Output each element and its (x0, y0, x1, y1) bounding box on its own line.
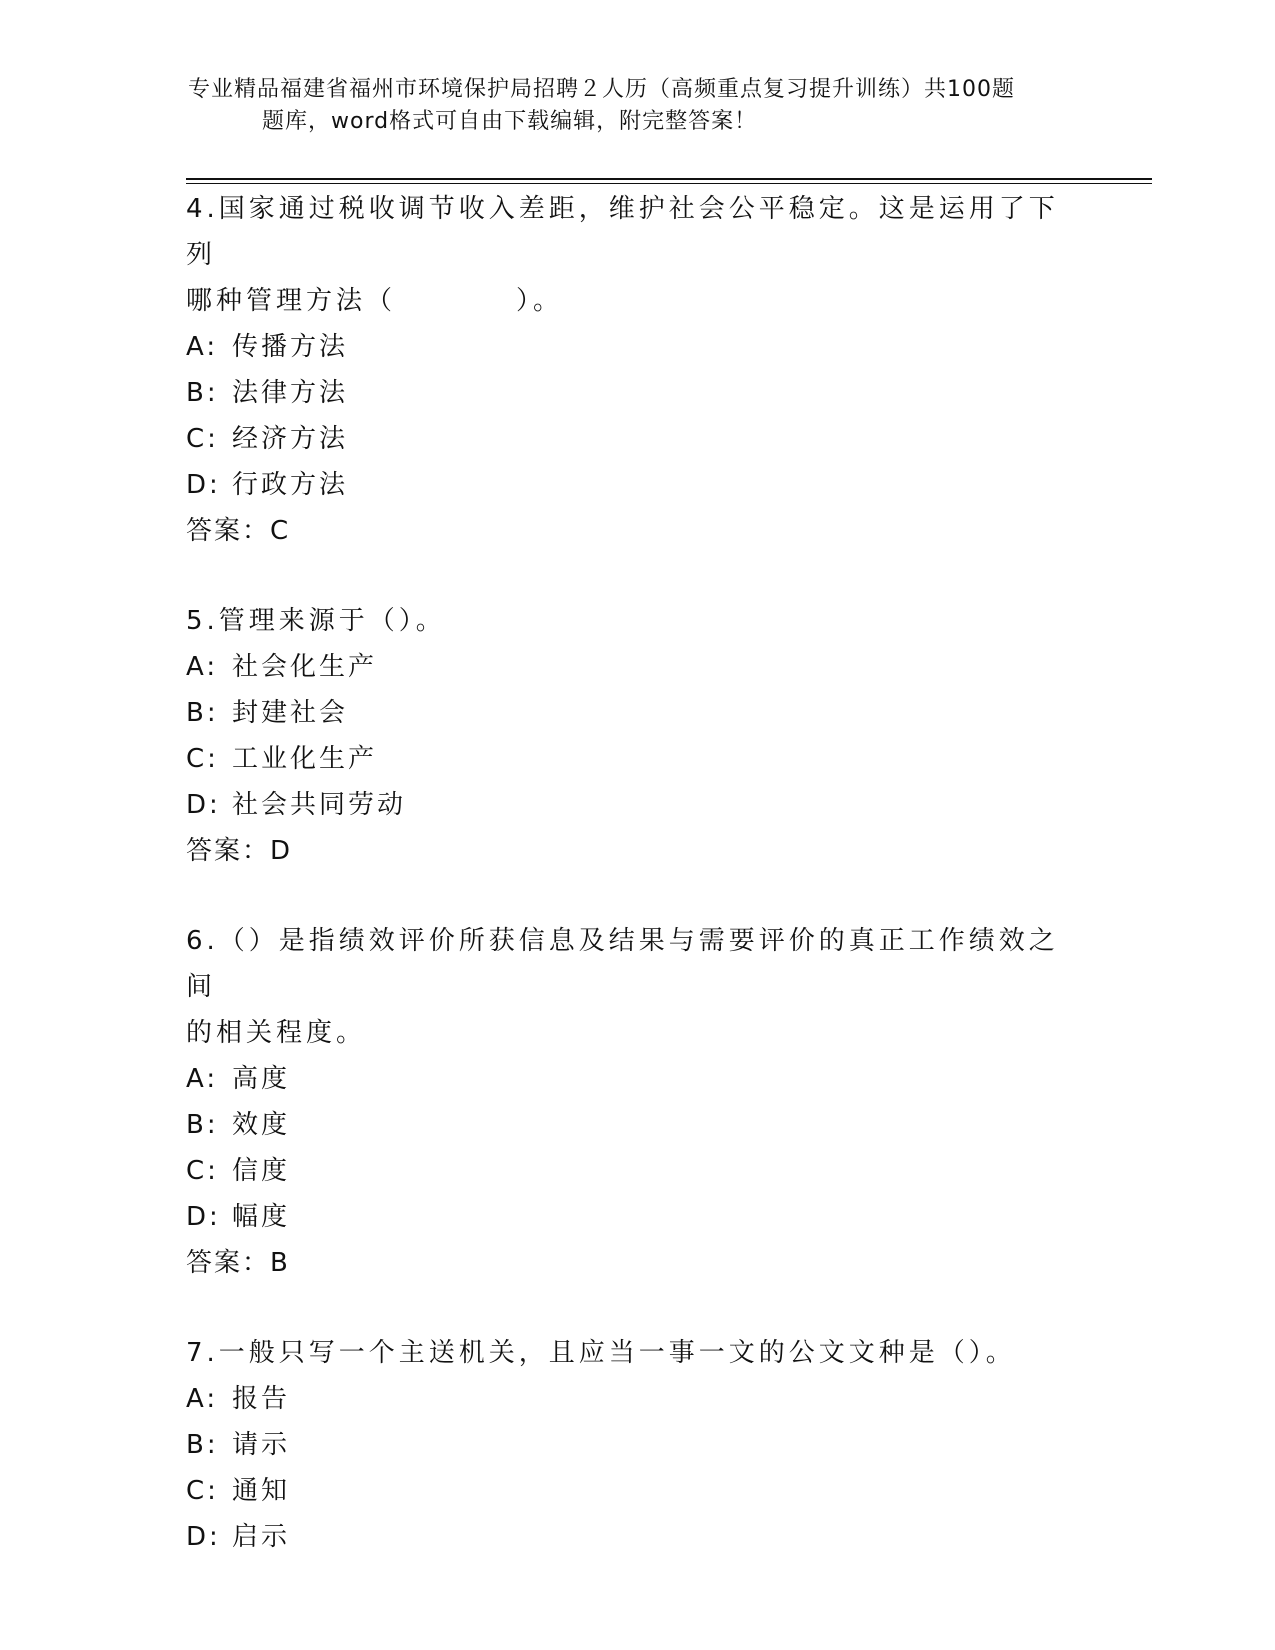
question-6 (186, 918, 1086, 1286)
option-a (186, 644, 1086, 690)
option-c (186, 416, 1086, 462)
option-key: D: (186, 790, 221, 820)
option-d (186, 1514, 1086, 1560)
option-text: 法律方法 (232, 378, 349, 408)
question-stem: 5.管理来源于（）。 (186, 606, 446, 636)
option-d (186, 462, 1086, 508)
option-key: D: (186, 1202, 221, 1232)
option-text: 经济方法 (232, 424, 349, 454)
option-b (186, 1102, 1086, 1148)
option-text: 高度 (232, 1064, 291, 1094)
answer-line: 答案：B (186, 1248, 290, 1278)
option-key: A: (186, 1384, 219, 1414)
question-stem-continued: 哪种管理方法（ ）。 (186, 286, 564, 316)
question-stem-continued: 的相关程度。 (186, 1018, 367, 1048)
question-7 (186, 1330, 1086, 1560)
option-a (186, 1056, 1086, 1102)
option-text: 效度 (232, 1110, 291, 1140)
option-text: 信度 (232, 1156, 291, 1186)
option-key: A: (186, 652, 219, 682)
option-text: 请示 (232, 1430, 291, 1460)
option-a (186, 324, 1086, 370)
option-key: B: (186, 698, 219, 728)
answer-line: 答案：D (186, 836, 293, 866)
option-key: A: (186, 1064, 219, 1094)
option-text: 社会共同劳动 (232, 790, 407, 820)
option-text: 社会化生产 (232, 652, 378, 682)
document-title-line-2: 题库，word格式可自由下载编辑，附完整答案！ (262, 109, 758, 134)
option-c (186, 1468, 1086, 1514)
option-key: C: (186, 1476, 219, 1506)
option-a (186, 1376, 1086, 1422)
question-4 (186, 186, 1086, 554)
document-header (0, 74, 1275, 138)
option-key: B: (186, 378, 219, 408)
option-key: C: (186, 744, 219, 774)
option-b (186, 690, 1086, 736)
option-c (186, 736, 1086, 782)
option-text: 行政方法 (232, 470, 349, 500)
option-key: C: (186, 1156, 219, 1186)
document-title-line-1: 专业精品福建省福州市环境保护局招聘２人历（高频重点复习提升训练）共100题 (188, 77, 1015, 102)
question-list (186, 186, 1086, 1560)
question-spacer (186, 874, 1086, 918)
question-stem: 4.国家通过税收调节收入差距，维护社会公平稳定。这是运用了下列 (186, 194, 1059, 270)
option-key: D: (186, 470, 221, 500)
option-d (186, 782, 1086, 828)
option-key: B: (186, 1430, 219, 1460)
question-stem: 6.（）是指绩效评价所获信息及结果与需要评价的真正工作绩效之间 (186, 926, 1059, 1002)
option-text: 报告 (232, 1384, 291, 1414)
question-spacer (186, 1286, 1086, 1330)
question-stem: 7.一般只写一个主送机关，且应当一事一文的公文文种是（）。 (186, 1338, 1016, 1368)
question-spacer (186, 554, 1086, 598)
option-key: D: (186, 1522, 221, 1552)
question-5 (186, 598, 1086, 874)
option-text: 传播方法 (232, 332, 349, 362)
option-key: C: (186, 424, 219, 454)
option-text: 工业化生产 (232, 744, 378, 774)
answer-line: 答案：C (186, 516, 291, 546)
option-text: 封建社会 (232, 698, 349, 728)
option-text: 幅度 (232, 1202, 291, 1232)
option-b (186, 370, 1086, 416)
option-b (186, 1422, 1086, 1468)
option-text: 通知 (232, 1476, 291, 1506)
option-text: 启示 (232, 1522, 291, 1552)
option-d (186, 1194, 1086, 1240)
header-divider-thin (186, 183, 1152, 184)
header-divider-thick (186, 178, 1152, 180)
option-key: A: (186, 332, 219, 362)
option-key: B: (186, 1110, 219, 1140)
option-c (186, 1148, 1086, 1194)
